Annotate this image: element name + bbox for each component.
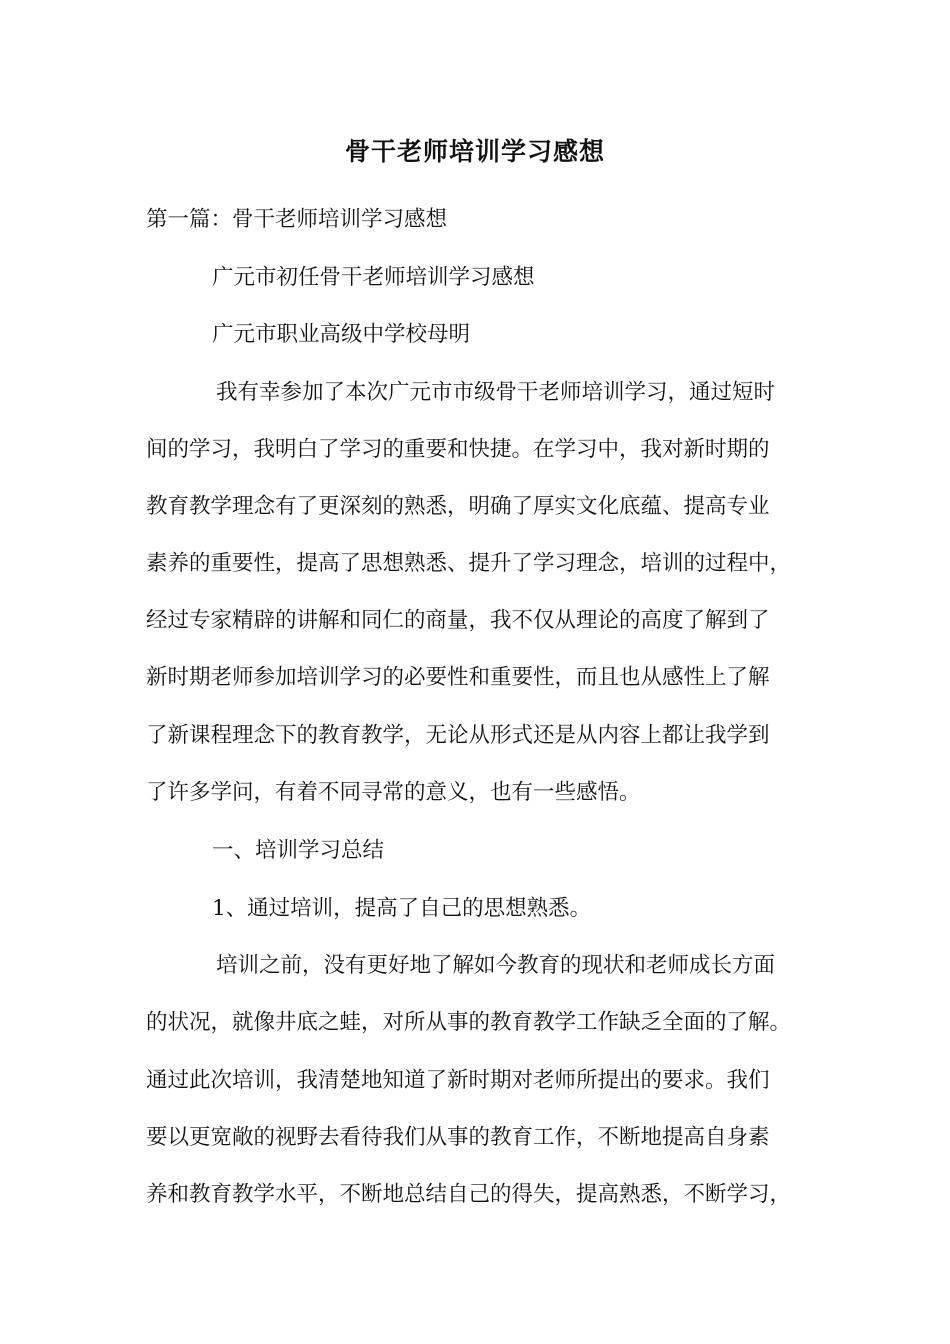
paragraph-line: 我有幸参加了本次广元市市级骨干老师培训学习，通过短时 [216,380,776,405]
subsection-heading: 1、通过培训，提高了自己的思想熟悉。 [212,896,592,921]
paragraph-line: 养和教育教学水平，不断地总结自己的得失，提高熟悉，不断学习， [146,1182,792,1207]
paragraph-line: 要以更宽敞的视野去看待我们从事的教育工作，不断地提高自身素 [146,1125,770,1150]
author-line: 广元市职业高级中学校母明 [212,322,471,347]
paragraph-line: 教育教学理念有了更深刻的熟悉，明确了厚实文化底蕴、提高专业 [146,494,770,519]
subtitle-line: 广元市初任骨干老师培训学习感想 [212,265,535,290]
paragraph-line: 新时期老师参加培训学习的必要性和重要性，而且也从感性上了解 [146,665,770,690]
section-heading: 一、培训学习总结 [212,838,385,863]
paragraph-line: 间的学习，我明白了学习的重要和快捷。在学习中，我对新时期的 [146,437,770,462]
paragraph-line: 培训之前，没有更好地了解如今教育的现状和老师成长方面 [216,953,776,978]
paragraph-line: 了新课程理念下的教育教学，无论从形式还是从内容上都让我学到 [146,723,770,748]
document-title: 骨干老师培训学习感想 [344,137,605,166]
paragraph-line: 经过专家精辟的讲解和同仁的商量，我不仅从理论的高度了解到了 [146,608,770,633]
paragraph-line: 的状况，就像井底之蛙，对所从事的教育教学工作缺乏全面的了解。 [146,1010,792,1035]
paragraph-line: 了许多学问，有着不同寻常的意义，也有一些感悟。 [146,780,641,805]
section-heading: 第一篇：骨干老师培训学习感想 [146,207,448,232]
paragraph-line: 通过此次培训，我清楚地知道了新时期对老师所提出的要求。我们 [146,1068,770,1093]
paragraph-line: 素养的重要性，提高了思想熟悉、提升了学习理念，培训的过程中， [146,551,792,576]
